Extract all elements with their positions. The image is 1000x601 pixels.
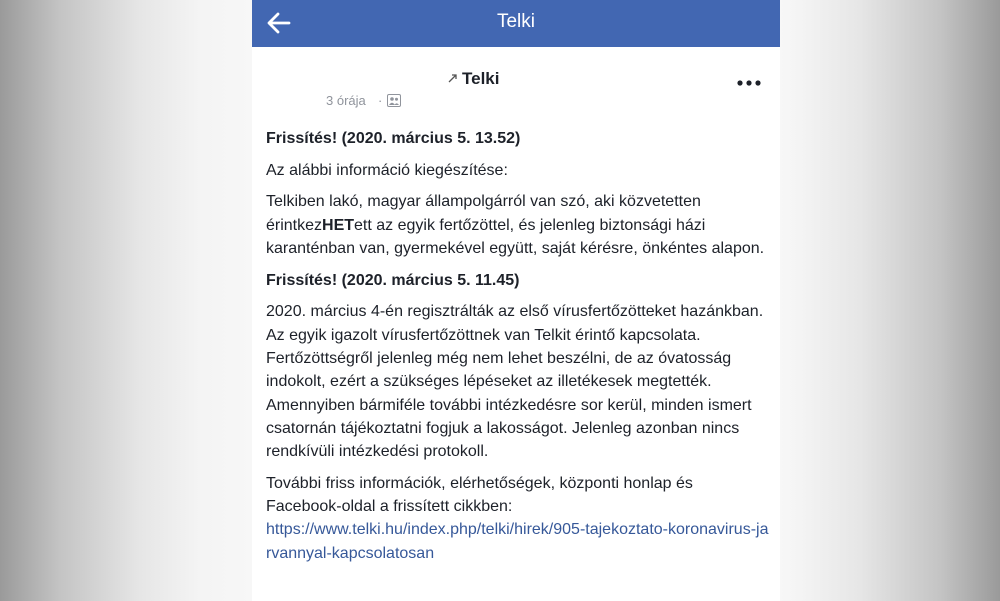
timestamp-separator: · [378, 93, 383, 108]
paragraph-quarantine-part2: ett az egyik fertőzöttel, és jelenleg biztonsági házi karanténban van, gyermekével együtt, saját kérésre, önkéntes alapon. [266, 216, 765, 257]
paragraph-registration: 2020. március 4-én regisztrálták az első vírusfertőzötteket hazánkban. Az egyik igazolt vírusfertőzöttnek van Telkit érintő kapcsolata. Fertőzöttségről jelenleg még nem lehet beszélni, de az óvatosság indokolt, ezért a szükséges lépéseket az illetékesek megtették. Amennyiben bármiféle további intézkedésre sor kerül, minden ismert csatornán tájékoztatni fogjuk a lakosságot. Jelenleg azonban nincs rendkívüli intézkedési protokoll. [266, 303, 764, 461]
top-navigation-bar [252, 0, 780, 47]
update-heading-1: Frissítés! (2020. március 5. 13.52) [266, 130, 521, 147]
paragraph-quarantine-part1: Telkiben lakó, magyar állampolgárról van szó, aki közvetetten érintkez [266, 193, 701, 234]
page-title: Telki [496, 11, 535, 32]
more-dots-icon [737, 80, 761, 86]
phone-screen [252, 0, 780, 601]
post-timestamp[interactable]: 3 órája [326, 93, 366, 108]
article-link[interactable]: https://www.telki.hu/index.php/telki/hirek/905-tajekoztato-koronavirus-jarvannyal-kapcsolatosan [266, 521, 769, 562]
post-header [252, 47, 780, 120]
more-info-text: További friss információk, elérhetőségek, központi honlap és Facebook-oldal a frissített cikkben: [266, 474, 693, 516]
supplement-intro: Az alábbi információ kiegészítése: [266, 161, 508, 179]
paragraph-more-info [266, 472, 771, 565]
audience-friends-icon [387, 94, 401, 107]
avatar[interactable] [264, 59, 304, 99]
post-body [266, 127, 771, 573]
pointer-arrow-icon [448, 73, 458, 83]
more-options-button[interactable] [734, 73, 764, 93]
update-heading-2: Frissítés! (2020. március 5. 11.45) [266, 271, 520, 289]
paragraph-quarantine [266, 190, 771, 260]
paragraph-quarantine-bold: HET [322, 216, 355, 234]
post-author-name[interactable]: Telki [462, 69, 500, 88]
